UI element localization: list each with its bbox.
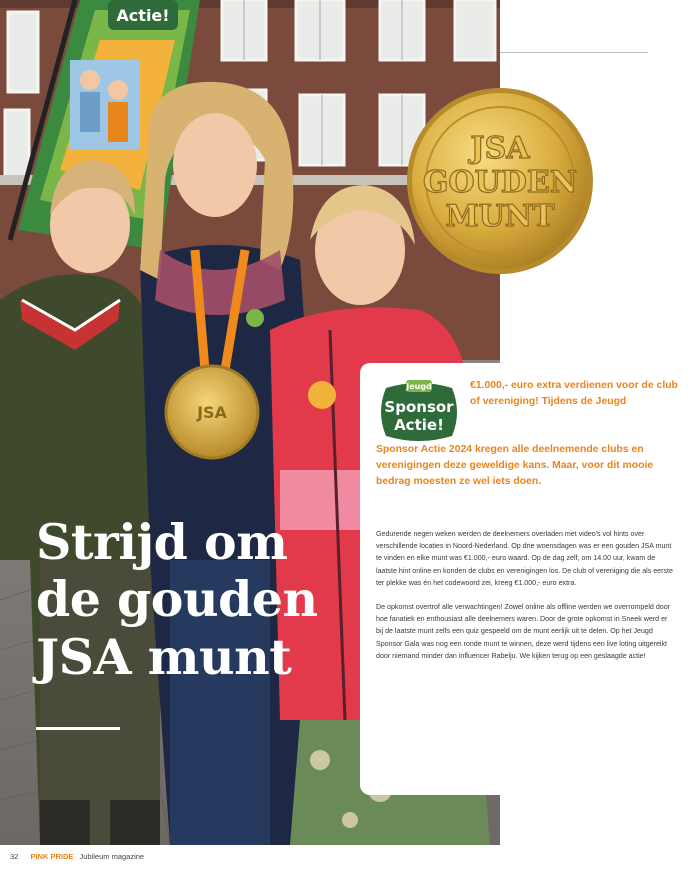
coin-graphic: [405, 86, 595, 276]
badge-line2: Sponsor: [384, 398, 454, 416]
header-rule: [500, 52, 648, 53]
page-footer: [10, 852, 144, 861]
badge-line3: Actie!: [394, 416, 444, 434]
body-paragraph-2: De opkomst overtrof alle verwachtingen! Zowel online als offline werden we overrompeld door hoe fanatiek en enthousiast alle deelnemers waren. Door de grote opkomst in Sneek werd er bij de laatste munt zelfs een quiz gespeeld om de munt eerlijk uit te delen. Op het Jeugd Sponsor Gala was nog een ronde munt te winnen, deze werd tijdens een live loting uitgereikt door niemand minder dan influencer Rabelju. We kijken terug op een geslaagde actie!: [376, 603, 671, 660]
intro-text-part1: €1.000,- euro extra verdienen voor de club of vereniging! Tijdens de Jeugd: [470, 380, 678, 408]
headline-line3: JSA munt: [36, 627, 292, 686]
headline-line2: de gouden: [36, 570, 318, 629]
body-text: [376, 528, 676, 674]
badge-graphic: [376, 378, 462, 446]
headline: [36, 514, 336, 686]
intro-text-part2: Sponsor Actie 2024 kregen alle deelnemende clubs en verenigingen deze geweldige kans. Maar, voor dit mooie bedrag moesten ze wel iets doen.: [376, 444, 654, 488]
coin-line1: JSA: [470, 131, 530, 166]
body-paragraph-1: Gedurende negen weken werden de deelnemers overladen met video's vol hints over verschillende locaties in Noord-Nederland. Op drie woensdagen was er een gouden JSA munt te vinden en elke munt was €1.000,- euro waard. Op de dag zelf, om 14.00 uur, kwam de laatste hint online en konden de clubs en verenigingen los. De club of vereniging die als eerste ter plekke was én het codewoord zei, kreeg €1.000,- euro extra.: [376, 530, 673, 587]
banner-text: Actie!: [116, 6, 170, 25]
headline-line1: Strijd om: [36, 513, 288, 571]
footer-brand: PINK PRIDE: [30, 852, 74, 861]
gold-coin: [405, 86, 595, 276]
badge-line1: Jeugd: [406, 382, 432, 391]
coin-line2: GOUDEN: [422, 165, 578, 200]
coin-line3: MUNT: [445, 199, 555, 234]
medal-text: JSA: [197, 403, 227, 422]
headline-underline: [36, 727, 120, 730]
page-number: 32: [10, 852, 19, 861]
footer-magazine: Jubileum magazine: [79, 852, 145, 861]
jsa-badge-logo: [376, 378, 462, 446]
